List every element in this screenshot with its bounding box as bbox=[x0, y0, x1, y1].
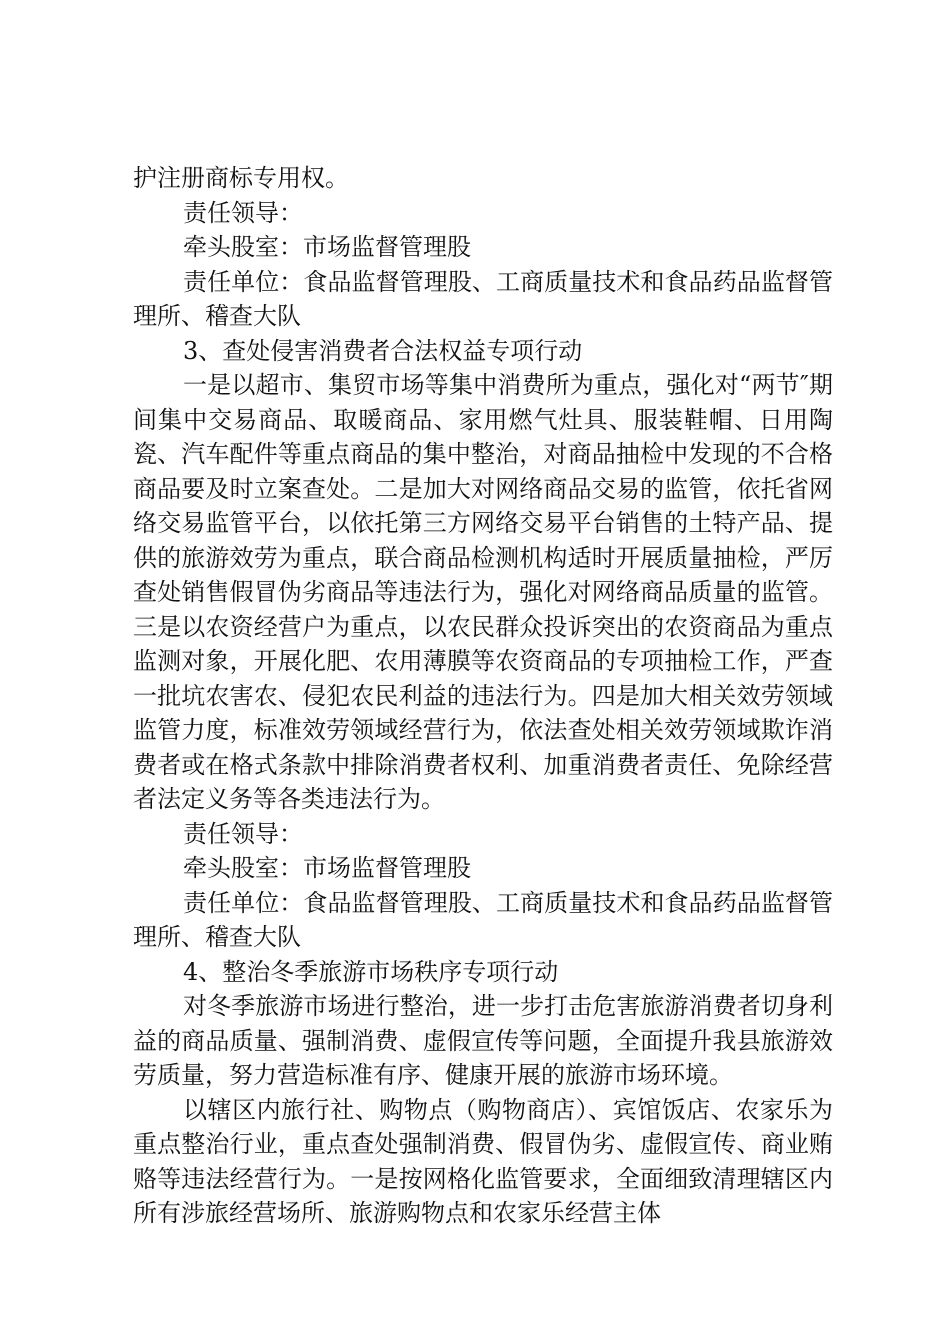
responsible-leader-line: 责任领导： bbox=[183, 819, 303, 848]
paragraph-body: 对冬季旅游市场进行整治，进一步打击危害旅游消费者切身利益的商品质量、强制消费、虚假宣传等问题，全面提升我县旅游效劳质量，努力营造标准有序、健康开展的旅游市场环境。 bbox=[133, 992, 833, 1089]
responsible-units-line: 责任单位：食品监督管理股、工商质量技术和食品药品监督管理所、稽查大队 bbox=[133, 267, 833, 330]
section-heading-4: 4、整治冬季旅游市场秩序专项行动 bbox=[183, 957, 559, 986]
document-body bbox=[133, 161, 833, 1231]
lead-department-line: 牵头股室：市场监督管理股 bbox=[183, 233, 471, 261]
responsible-leader-line: 责任领导： bbox=[183, 198, 303, 227]
responsible-units-line: 责任单位：食品监督管理股、工商质量技术和食品药品监督管理所、稽查大队 bbox=[133, 888, 833, 951]
lead-department-line: 牵头股室：市场监督管理股 bbox=[183, 854, 471, 882]
section-heading-3: 3、查处侵害消费者合法权益专项行动 bbox=[183, 336, 583, 365]
paragraph-continuation: 护注册商标专用权。 bbox=[133, 164, 349, 192]
paragraph-body: 以辖区内旅行社、购物点（购物商店）、宾馆饭店、农家乐为重点整治行业，重点查处强制消费、假冒伪劣、虚假宣传、商业贿赂等违法经营行为。一是按网格化监管要求，全面细致清理辖区内所有涉旅经营场所、旅游购物点和农家乐经营主体 bbox=[133, 1095, 833, 1227]
paragraph-body: 一是以超市、集贸市场等集中消费所为重点，强化对“两节″期间集中交易商品、取暖商品、家用燃气灶具、服装鞋帽、日用陶瓷、汽车配件等重点商品的集中整治，对商品抽检中发现的不合格商品要及时立案查处。二是加大对网络商品交易的监管，依托省网络交易监管平台，以依托第三方网络交易平台销售的土特产品、提供的旅游效劳为重点，联合商品检测机构适时开展质量抽检，严厉查处销售假冒伪劣商品等违法行为，强化对网络商品质量的监管。三是以农资经营户为重点，以农民群众投诉突出的农资商品为重点监测对象，开展化肥、农用薄膜等农资商品的专项抽检工作，严查一批坑农害农、侵犯农民利益的违法行为。四是加大相关效劳领域监管力度，标准效劳领域经营行为，依法查处相关效劳领域欺诈消费者或在格式条款中排除消费者权利、加重消费者责任、免除经营者法定义务等各类违法行为。 bbox=[133, 371, 833, 813]
